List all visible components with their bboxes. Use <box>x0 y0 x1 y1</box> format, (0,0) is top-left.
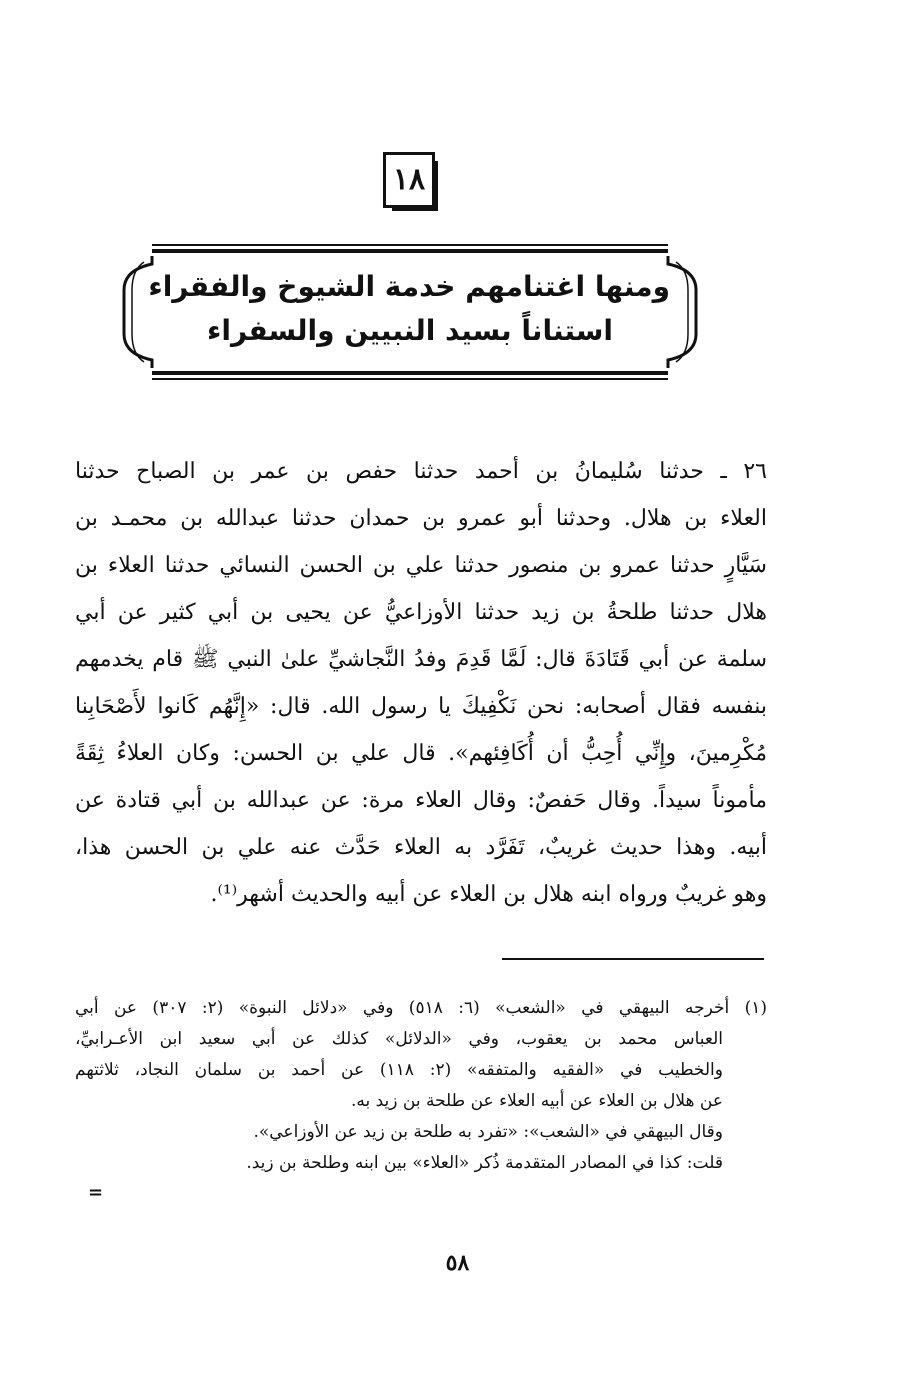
footnote-line: وقال البيهقي في «الشعب»: «تفرد به طلحة بن زيد عن الأوزاعي». <box>253 1122 723 1142</box>
footnote-line: العباس محمد بن يعقوب، وفي «الدلائل» كذلك عن أبي سعيد ابن الأعـرابيِّ، <box>75 1029 723 1049</box>
title-frame <box>110 242 710 382</box>
body-line: أبيه. وهذا حديث غريبٌ، تَفَرَّد به العلاء حَدَّث عنه علي بن الحسن هذا، <box>75 835 767 860</box>
body-line: هلال حدثنا طلحةُ بن زيد حدثنا الأوزاعيُّ عن يحيى بن أبي كثير عن أبي <box>75 600 767 625</box>
body-line: ٢٦ ـ حدثنا سُليمانُ بن أحمد حدثنا حفص بن عمر بن الصباح حدثنا <box>75 459 767 484</box>
body-line: سَيَّارٍ حدثنا عمرو بن منصور حدثنا علي بن الحسن النسائي حدثنا العلاء بن <box>75 553 767 578</box>
chapter-number: ١٨ <box>392 162 426 197</box>
body-line: العلاء بن هلال. وحدثنا أبو عمرو بن حمدان حدثنا عبدالله بن محمـد بن <box>75 506 767 531</box>
body-line: سلمة عن أبي قَتَادَةَ قال: لَمَّا قَدِمَ وفدُ النَّجاشيِّ علىٰ النبي ﷺ قام يخدمهم <box>75 647 767 672</box>
hadith-body <box>75 448 767 918</box>
footnotes <box>75 993 767 1179</box>
body-line: مأموناً سيداً. وقال حَفصٌ: وقال العلاء مرة: عن عبدالله بن أبي قتادة عن <box>75 788 767 813</box>
chapter-title-line-2: استناناً بسيد النبيين والسفراء <box>207 314 613 347</box>
body-line: بنفسه فقال أصحابه: نحن نَكْفِيكَ يا رسول الله. قال: «إِنَّهُم كَانوا لأَصْحَابِنا <box>75 694 767 719</box>
footnote-line: قلت: كذا في المصادر المتقدمة ذُكر «العلاء» بين ابنه وطلحة بن زيد. <box>246 1153 723 1173</box>
page-number: ٥٨ <box>445 1250 470 1276</box>
title-frame-border <box>110 242 710 382</box>
chapter-number-box <box>383 152 435 208</box>
body-line: مُكْرِمينَ، وإِنِّي أُحِبُّ أن أُكَافِئهم». قال علي بن الحسن: وكان العلاءُ ثِقَةً <box>75 741 767 766</box>
footnote-continue-mark: = <box>88 1182 104 1203</box>
footnote-line: عن هلال بن العلاء عن أبيه العلاء عن طلحة بن زيد به. <box>350 1091 723 1111</box>
body-line: وهو غريبٌ ورواه ابنه هلال بن العلاء عن أبيه والحديث أشهر⁽¹⁾. <box>210 882 767 907</box>
footnote-separator <box>502 958 764 960</box>
footnote-line: والخطيب في «الفقيه والمتفقه» (٢: ١١٨) عن أحمد بن سلمان النجاد، ثلاثتهم <box>75 1060 723 1080</box>
footnote-line: (١) أخرجه البيهقي في «الشعب» (٦: ٥١٨) وفي «دلائل النبوة» (٢: ٣٠٧) عن أبي <box>75 998 767 1018</box>
chapter-title-line-1: ومنها اغتنامهم خدمة الشيوخ والفقراء <box>148 270 670 303</box>
